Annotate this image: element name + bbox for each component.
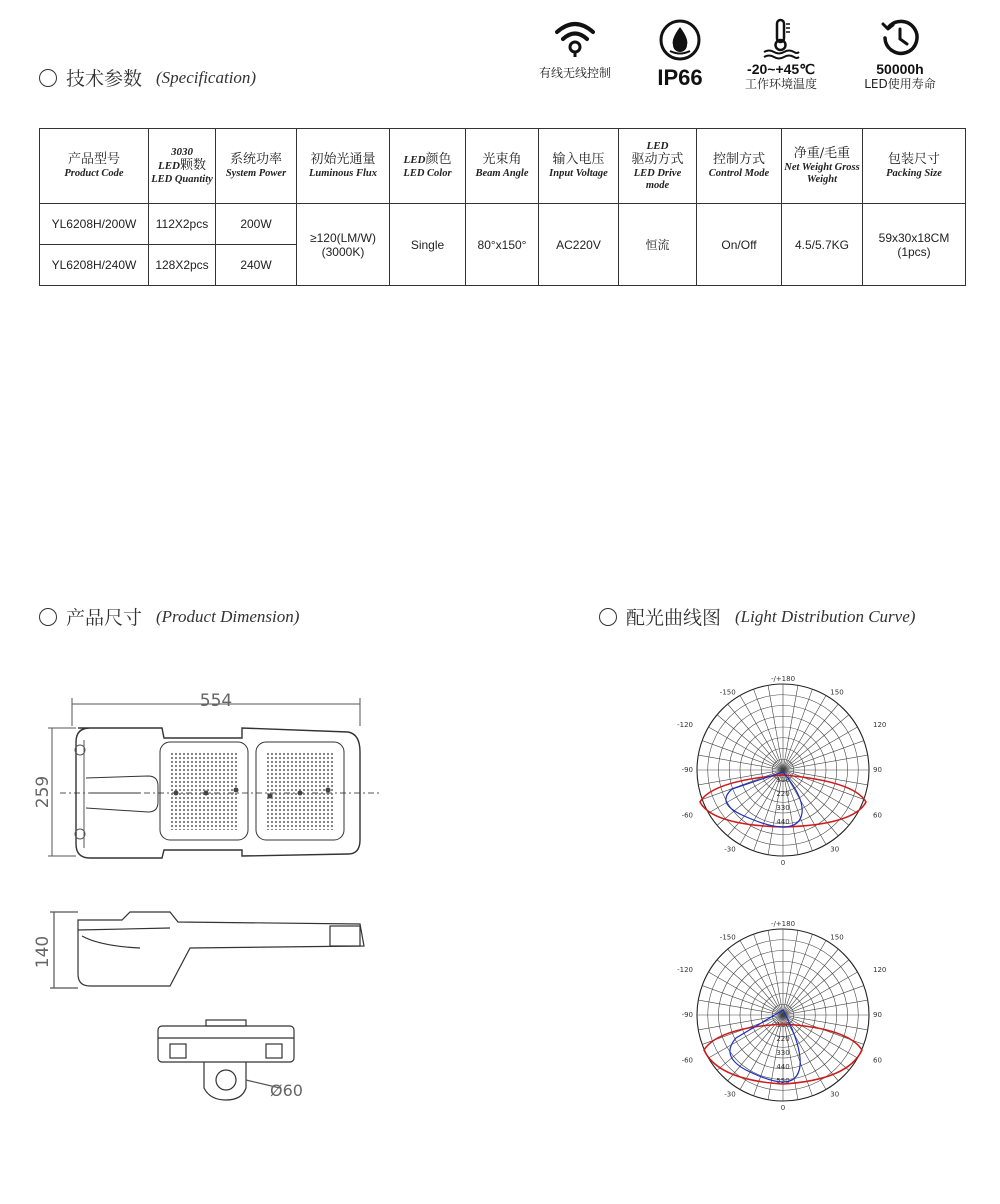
cell-luminous-flux: ≥120(LM/W) (3000K) — [297, 204, 390, 286]
polar-radial-label: 330 — [776, 1049, 790, 1057]
polar-radial-label: 110 — [776, 1021, 790, 1029]
circle-bullet-icon — [599, 608, 617, 626]
feature-lifetime-value: 50000h — [876, 61, 924, 77]
header-drive-mode: LED 驱动方式 LED Drive mode — [619, 129, 697, 204]
feature-ip — [625, 18, 735, 90]
polar-radial-label: 220 — [776, 790, 790, 798]
top-view-drawing — [30, 680, 390, 870]
polar-grid — [697, 929, 869, 1101]
polar-angle-label: 60 — [873, 1056, 882, 1065]
polar-radial-label: 220 — [776, 1035, 790, 1043]
polar-angle-label: 90 — [873, 1011, 882, 1019]
polar-angle-label: 120 — [873, 966, 887, 974]
polar-radial-label: 550 — [776, 1077, 790, 1085]
header-control-mode: 控制方式 Control Mode — [697, 129, 782, 204]
feature-wireless — [520, 18, 630, 81]
polar-angle-label: 0 — [780, 859, 786, 867]
header-packing-size: 包装尺寸 Packing Size — [863, 129, 966, 204]
led-array-pattern — [170, 752, 334, 830]
cell-led-quantity: 112X2pcs — [149, 204, 216, 245]
pole-diameter: Ø60 — [270, 1081, 303, 1100]
polar-angle-label: -150 — [719, 688, 736, 697]
cell-system-power: 240W — [216, 245, 297, 286]
feature-temperature-range: -20~+45℃ — [747, 61, 815, 77]
circle-bullet-icon — [39, 69, 57, 87]
polar-angle-label: -/+180 — [770, 920, 796, 928]
water-drop-icon — [658, 18, 702, 62]
polar-angle-label: 150 — [830, 933, 844, 942]
polar-chart-1 — [672, 665, 894, 875]
cell-led-color: Single — [390, 204, 466, 286]
cell-control-mode: On/Off — [697, 204, 782, 286]
width-dimension: 259 — [33, 775, 53, 809]
dimension-section-title — [39, 603, 299, 630]
polar-angle-label: 150 — [830, 688, 844, 697]
feature-wireless-label: 有线无线控制 — [538, 66, 611, 80]
cell-drive-mode: 恒流 — [619, 204, 697, 286]
spec-title-zh: 技术参数 — [66, 68, 143, 90]
polar-angle-label: -30 — [724, 845, 736, 854]
polar-radial-label: 440 — [776, 818, 790, 826]
table-header-row — [40, 129, 966, 204]
feature-temperature-label: 工作环境温度 — [744, 77, 817, 91]
polar-radial-label: 440 — [776, 1063, 790, 1071]
feature-lifetime — [845, 18, 955, 92]
cell-packing-size: 59x30x18CM (1pcs) — [863, 204, 966, 286]
polar-angle-label: -120 — [677, 721, 693, 729]
spec-title-en: (Specification) — [156, 67, 257, 87]
polar-angle-label: -90 — [681, 766, 693, 774]
polar-angle-label: 60 — [873, 811, 882, 820]
rear-view-drawing — [150, 1018, 320, 1110]
header-beam-angle: 光束角 Beam Angle — [466, 129, 539, 204]
polar-angle-label: 30 — [830, 845, 840, 854]
cell-product-code: YL6208H/200W — [40, 204, 149, 245]
polar-angle-label: 0 — [780, 1104, 786, 1112]
height-dimension: 140 — [33, 935, 53, 969]
cell-input-voltage: AC220V — [539, 204, 619, 286]
spec-table — [39, 128, 966, 286]
polar-grid — [697, 684, 869, 856]
polar-angle-label: -60 — [681, 1056, 693, 1065]
polar-chart-2 — [672, 910, 894, 1120]
header-luminous-flux: 初始光通量 Luminous Flux — [297, 129, 390, 204]
feature-lifetime-label: LED使用寿命 — [864, 77, 936, 91]
header-weight: 净重/毛重 Net Weight Gross Weight — [782, 129, 863, 204]
polar-angle-label: -150 — [719, 933, 736, 942]
length-dimension: 554 — [199, 691, 233, 711]
header-input-voltage: 输入电压 Input Voltage — [539, 129, 619, 204]
side-view-drawing — [30, 900, 390, 1000]
table-row — [40, 204, 966, 245]
header-product-code: 产品型号 Product Code — [40, 129, 149, 204]
polar-angle-label: -120 — [677, 966, 693, 974]
cell-product-code: YL6208H/240W — [40, 245, 149, 286]
header-led-quantity: 3030 LED颗数 LED Quantity — [149, 129, 216, 204]
spec-section-title — [39, 64, 256, 91]
feature-ip-label: IP66 — [657, 65, 703, 90]
polar-angle-label: -/+180 — [770, 675, 796, 683]
polar-angle-label: 90 — [873, 766, 882, 774]
feature-temperature — [726, 18, 836, 92]
clock-icon — [880, 18, 920, 58]
polar-angle-label: -60 — [681, 811, 693, 820]
header-led-color: LED颜色 LED Color — [390, 129, 466, 204]
polar-angle-label: 120 — [873, 721, 887, 729]
polar-angle-label: -90 — [681, 1011, 693, 1019]
wifi-icon — [553, 18, 597, 58]
cell-led-quantity: 128X2pcs — [149, 245, 216, 286]
polar-angle-label: -30 — [724, 1090, 736, 1099]
curve-title-en: (Light Distribution Curve) — [735, 606, 916, 626]
curve-title-zh: 配光曲线图 — [626, 607, 722, 629]
polar-radial-label: 330 — [776, 804, 790, 812]
cell-beam-angle: 80°x150° — [466, 204, 539, 286]
polar-radial-label: 110 — [776, 776, 790, 784]
curve-section-title — [599, 603, 915, 630]
polar-angle-label: 30 — [830, 1090, 840, 1099]
circle-bullet-icon — [39, 608, 57, 626]
dimension-title-zh: 产品尺寸 — [66, 607, 143, 629]
thermometer-icon — [761, 18, 801, 60]
dimension-title-en: (Product Dimension) — [156, 606, 300, 626]
header-system-power: 系统功率 System Power — [216, 129, 297, 204]
cell-system-power: 200W — [216, 204, 297, 245]
cell-weight: 4.5/5.7KG — [782, 204, 863, 286]
